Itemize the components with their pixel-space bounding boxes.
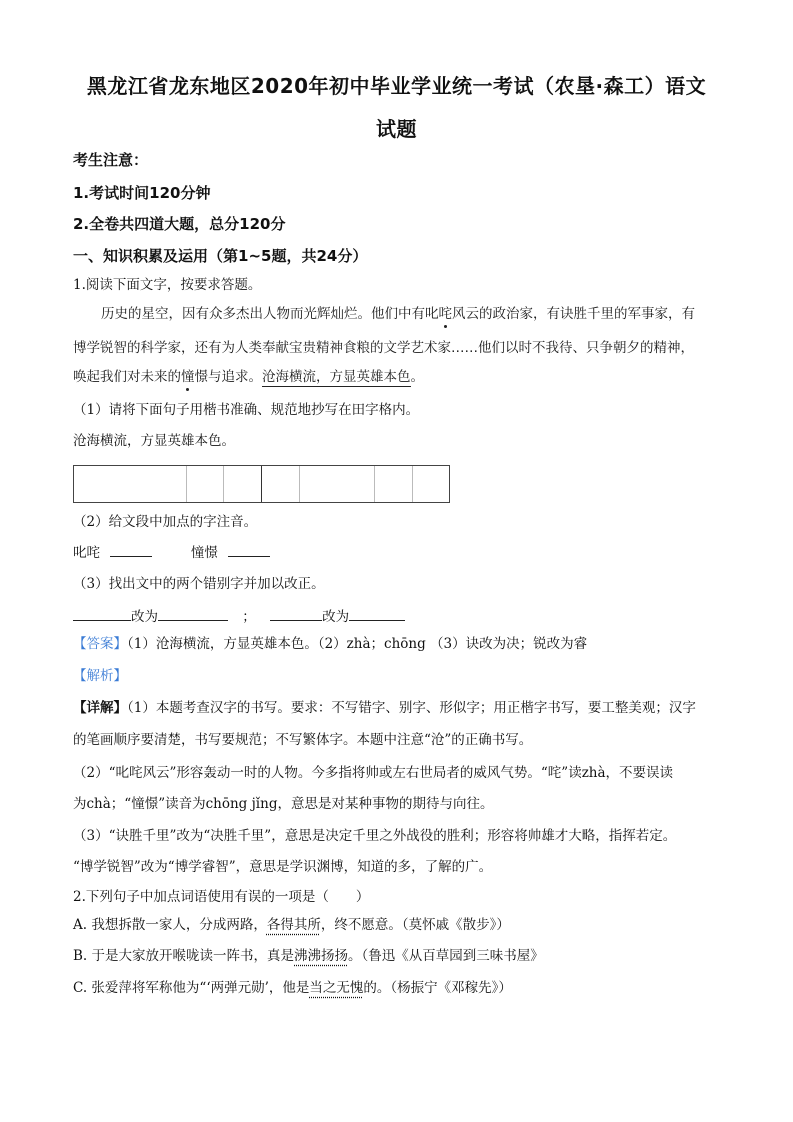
grid-cell[interactable]	[413, 466, 449, 502]
grid-cell[interactable]	[262, 466, 300, 502]
pinyin-blank-1[interactable]	[110, 542, 152, 557]
option-text: 。（鲁迅《从百草园到三味书屋》	[348, 948, 544, 964]
q1-sub1-sentence: 沧海横流，方显英雄本色。	[73, 433, 235, 449]
option-text: 的。（杨振宁《邓稼先》）	[363, 980, 512, 996]
dotted-char: 憧	[181, 369, 195, 385]
passage-line1	[101, 304, 695, 324]
detail-tag: 【详解】	[73, 700, 127, 716]
grid-cell[interactable]	[300, 466, 375, 502]
detail-line2: 的笔画顺序要清楚，书写要规范；不写繁体字。本题中注意“沧”的正确书写。	[73, 732, 533, 748]
correct-char-blank-2[interactable]	[349, 606, 405, 621]
passage-line2: 博学锐智的科学家，还有为人类奉献宝贵精神食粮的文学艺术家……他们以时不我待、只争朝夕的精神，	[73, 340, 694, 356]
detail-line1	[73, 698, 696, 718]
q2-option-b[interactable]	[73, 946, 544, 966]
underlined-sentence: 沧海横流，方显英雄本色	[262, 369, 411, 385]
wrong-char-blank-1[interactable]	[73, 606, 131, 621]
option-text: C. 张爱萍将军称他为“‘两弹元勋’，他是	[73, 980, 310, 996]
grid-cell[interactable]	[74, 466, 187, 502]
q1-sub3: （3）找出文中的两个错别字并加以改正。	[73, 576, 325, 592]
option-text: ，终不愿意。（莫怀戚《散步》）	[320, 917, 510, 933]
answer-text: （1）沧海横流，方显英雄本色。（2）zhà；chōng （3）诀改为决；锐改为睿	[127, 636, 588, 652]
tianzige-grid[interactable]	[73, 465, 450, 503]
passage-text: 风云的政治家，有诀胜千里的军事家，有	[452, 306, 695, 322]
option-text: A. 我想拆散一家人，分成两路，	[73, 917, 267, 933]
dotted-phrase: 沸沸扬扬	[294, 948, 349, 964]
passage-text: 憬与追求。	[194, 369, 262, 385]
q1-sub1: （1）请将下面句子用楷书准确、规范地抄写在田字格内。	[73, 402, 420, 418]
passage-text: 历史的星空，因有众多杰出人物而光辉灿烂。他们中有叱	[101, 306, 439, 322]
passage-text: 唤起我们对未来的	[73, 369, 181, 385]
detail-line3: （2）“叱咤风云”形容轰动一时的人物。今多指将帅或左右世局者的威风气势。“咤”读zhà，不要误读	[73, 765, 674, 781]
q2-option-c[interactable]	[73, 978, 512, 998]
notes-item-score: 2.全卷共四道大题，总分120分	[73, 215, 286, 233]
answer-line	[73, 634, 587, 654]
detail-line4: 为chà；“憧憬”读音为chōng jǐng，意思是对某种事物的期待与向往。	[73, 796, 494, 812]
change-label: 改为	[322, 609, 350, 625]
detail-line6: “博学锐智”改为“博学睿智”，意思是学识渊博，知道的多，了解的广。	[73, 859, 493, 875]
grid-cell[interactable]	[187, 466, 224, 502]
answer-tag: 【答案】	[73, 636, 127, 652]
exam-title-line2: 试题	[376, 117, 417, 141]
q1-sub2: （2）给文段中加点的字注音。	[73, 514, 258, 530]
q1-sub3-blanks	[73, 606, 405, 627]
word-chongjing: 憧憬	[190, 545, 218, 561]
notes-heading: 考生注意：	[73, 151, 149, 169]
q1-sub2-words	[73, 542, 270, 563]
q1-stem: 1.阅读下面文字，按要求答题。	[73, 277, 262, 293]
word-chizha: 叱咤	[73, 545, 100, 561]
detail-text: （1）本题考查汉字的书写。要求：不写错字、别字、形似字；用正楷字书写，要工整美观；汉字	[127, 700, 696, 716]
wrong-char-blank-2[interactable]	[270, 606, 322, 621]
pinyin-blank-2[interactable]	[228, 542, 270, 557]
option-text: B. 于是大家放开喉咙读一阵书，真是	[73, 948, 295, 964]
separator: ；	[242, 609, 256, 625]
q2-stem: 2.下列句子中加点词语使用有误的一项是（ ）	[73, 889, 370, 905]
dotted-phrase: 当之无愧	[309, 980, 364, 996]
exam-title-line1: 黑龙江省龙东地区2020年初中毕业学业统一考试（农垦·森工）语文	[86, 74, 707, 98]
detail-line5: （3）“诀胜千里”改为“决胜千里”，意思是决定千里之外战役的胜利；形容将帅雄才大略，指挥若定。	[73, 828, 677, 844]
grid-cell[interactable]	[375, 466, 413, 502]
correct-char-blank-1[interactable]	[158, 606, 228, 621]
change-label: 改为	[131, 609, 158, 625]
passage-text: 。	[410, 369, 424, 385]
section1-heading: 一、知识积累及运用（第1~5题，共24分）	[73, 247, 368, 265]
notes-item-time: 1.考试时间120分钟	[73, 184, 211, 202]
grid-cell[interactable]	[224, 466, 262, 502]
q2-option-a[interactable]	[73, 915, 510, 935]
dotted-char: 咤	[438, 306, 452, 322]
dotted-phrase: 各得其所	[266, 917, 321, 933]
analysis-tag: 【解析】	[73, 668, 127, 684]
passage-line3	[73, 367, 424, 387]
